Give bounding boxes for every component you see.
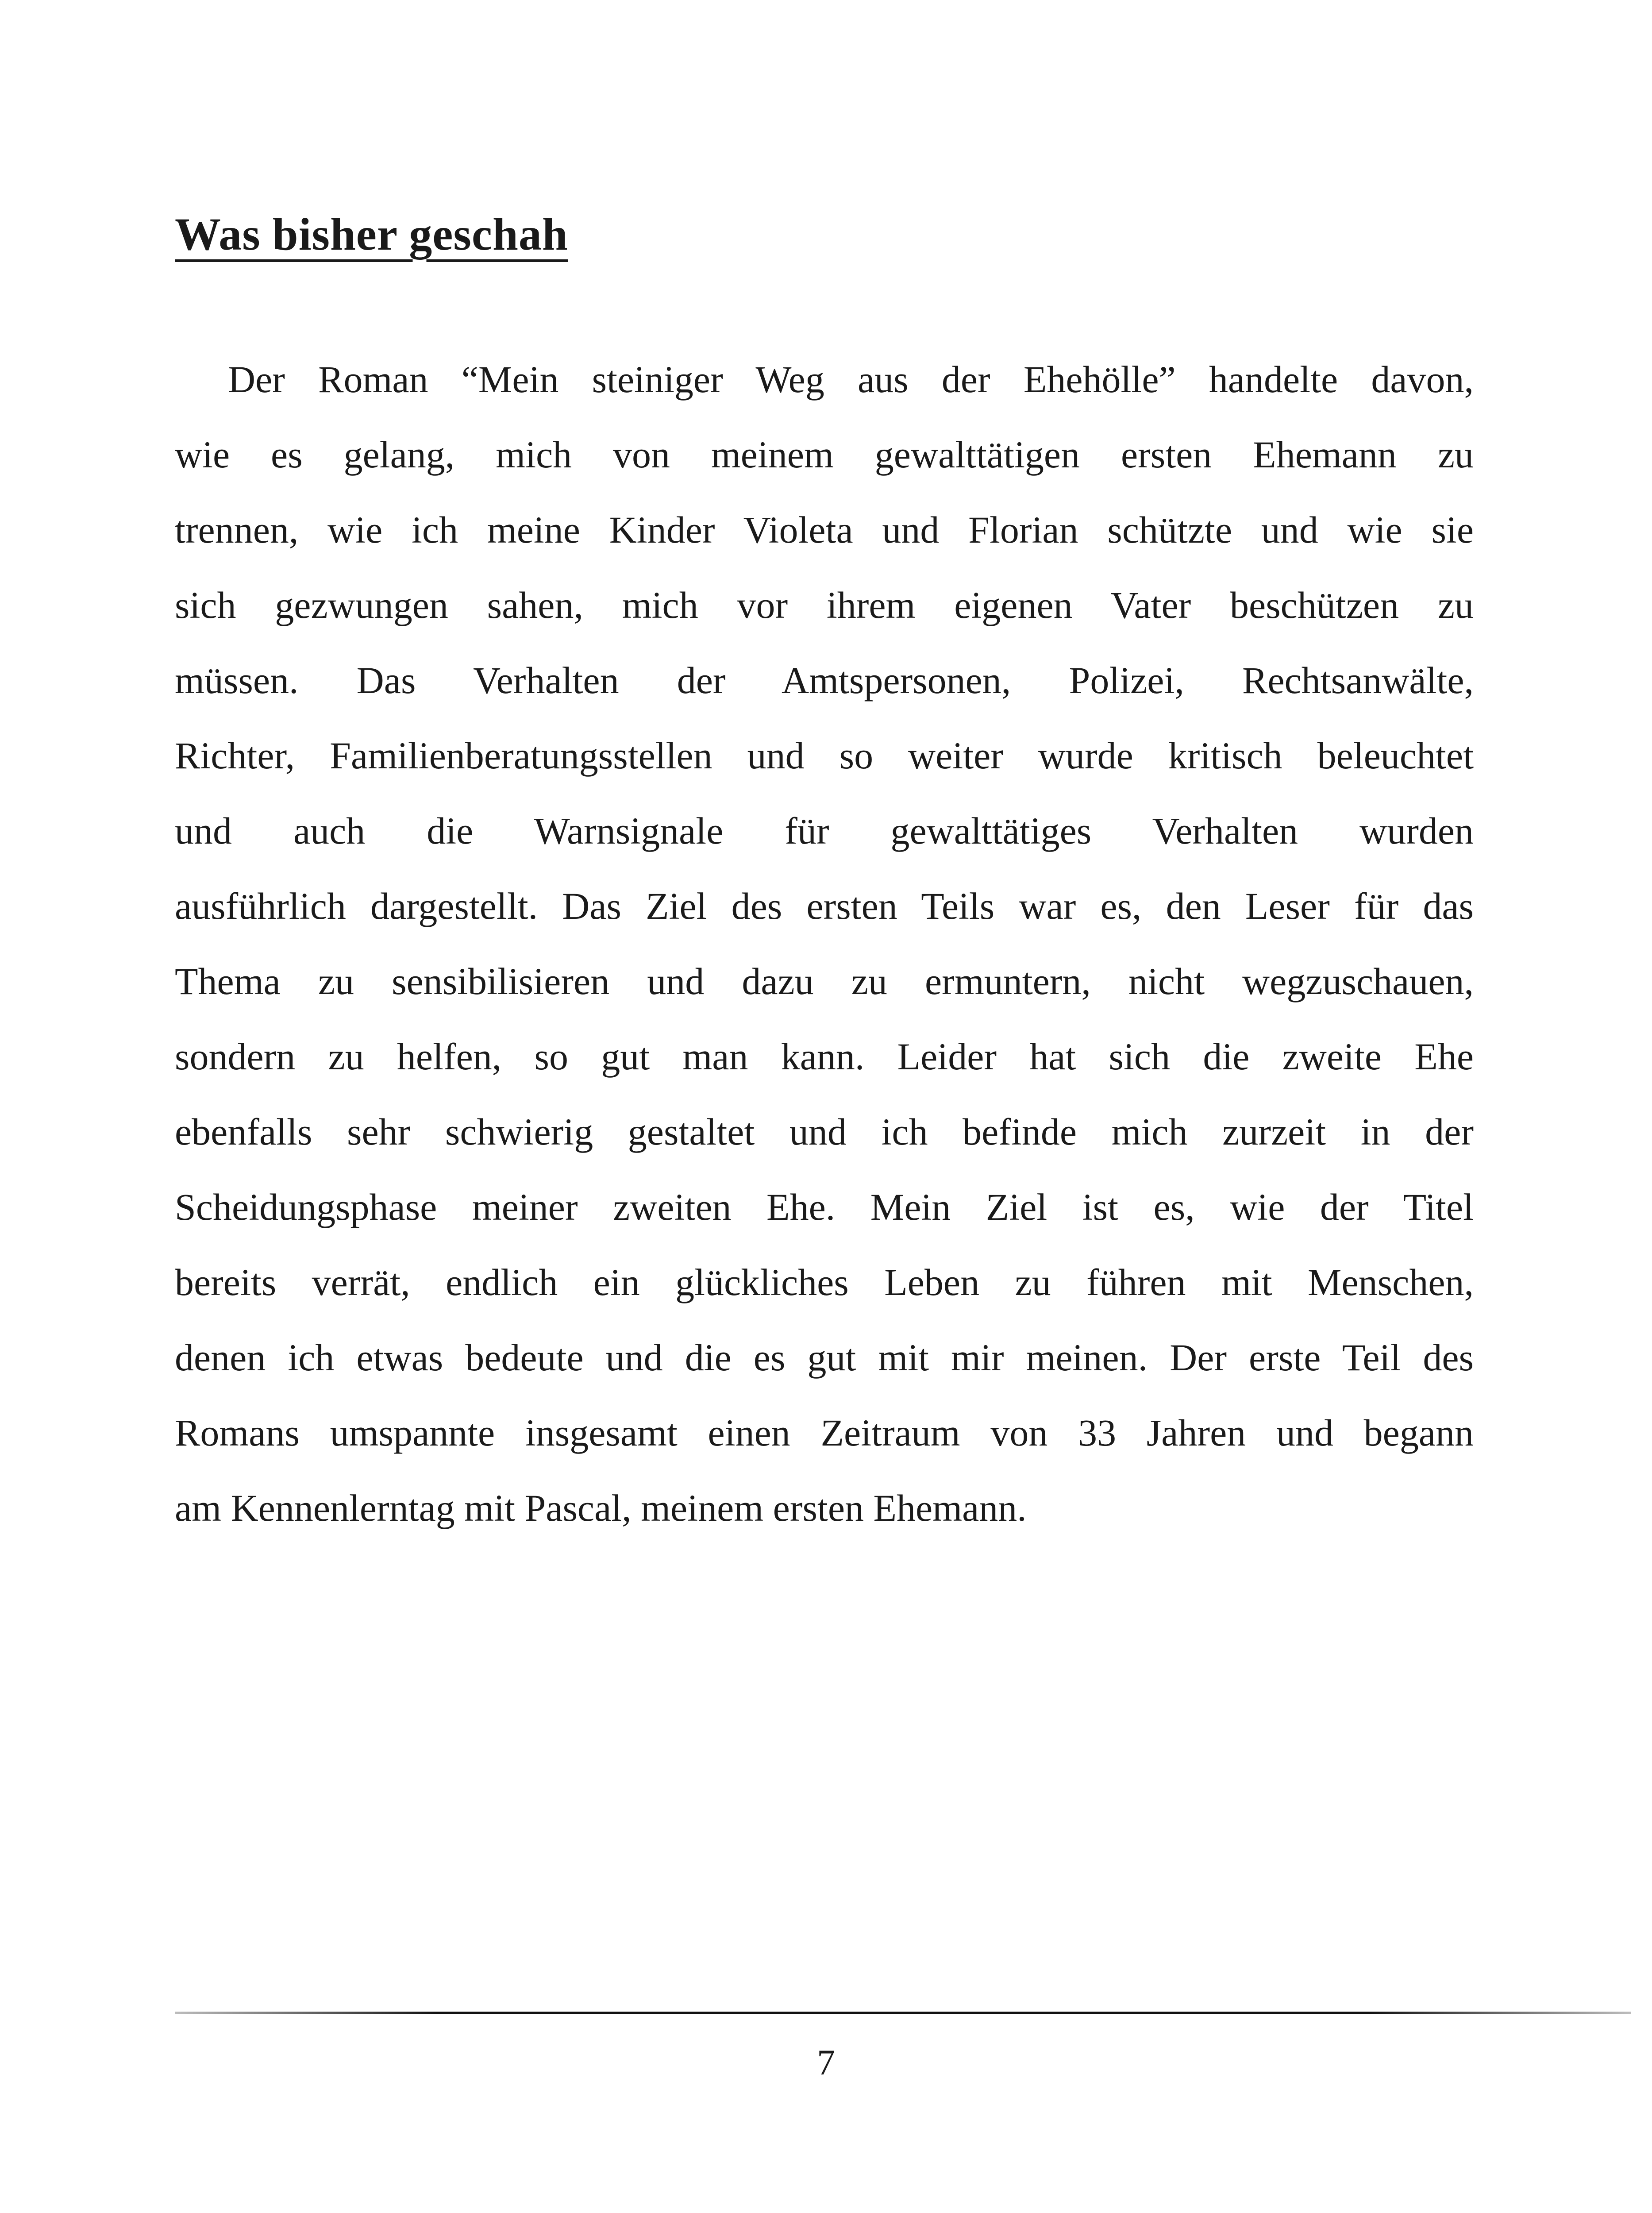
section-heading: Was bisher geschah (175, 209, 568, 260)
paragraph-line: ausführlich dargestellt. Das Ziel des ersten Teils war es, den Leser für das (175, 885, 1474, 927)
paragraph-line: bereits verrät, endlich ein glückliches Leben zu führen mit Menschen, (175, 1261, 1474, 1303)
paragraph-line: müssen. Das Verhalten der Amtspersonen, Polizei, Rechtsanwälte, (175, 659, 1474, 702)
paragraph-line: trennen, wie ich meine Kinder Violeta und Florian schützte und wie sie (175, 509, 1474, 551)
paragraph-line: Scheidungsphase meiner zweiten Ehe. Mein Ziel ist es, wie der Titel (175, 1186, 1474, 1228)
paragraph-line: Thema zu sensibilisieren und dazu zu ermuntern, nicht wegzuschauen, (175, 960, 1474, 1002)
paragraph-line: Richter, Familienberatungsstellen und so weiter wurde kritisch beleuchtet (175, 734, 1474, 777)
paragraph-line: ebenfalls sehr schwierig gestaltet und ich befinde mich zurzeit in der (175, 1110, 1474, 1153)
paragraph-line: Der Roman “Mein steiniger Weg aus der Ehehölle” handelte davon, (228, 358, 1474, 401)
paragraph-line: Romans umspannte insgesamt einen Zeitraum von 33 Jahren und begann (175, 1411, 1474, 1454)
paragraph-line: am Kennenlerntag mit Pascal, meinem ersten Ehemann. (175, 1487, 1027, 1529)
footer-divider (175, 2012, 1631, 2014)
body-paragraph (175, 342, 1474, 1546)
paragraph-line: und auch die Warnsignale für gewalttätiges Verhalten wurden (175, 810, 1474, 852)
paragraph-line: denen ich etwas bedeute und die es gut mit mir meinen. Der erste Teil des (175, 1336, 1474, 1379)
paragraph-line: sondern zu helfen, so gut man kann. Leider hat sich die zweite Ehe (175, 1035, 1474, 1078)
page-number: 7 (817, 2042, 835, 2082)
paragraph-line: wie es gelang, mich von meinem gewalttätigen ersten Ehemann zu (175, 433, 1474, 476)
paragraph-line: sich gezwungen sahen, mich vor ihrem eigenen Vater beschützen zu (175, 584, 1474, 626)
